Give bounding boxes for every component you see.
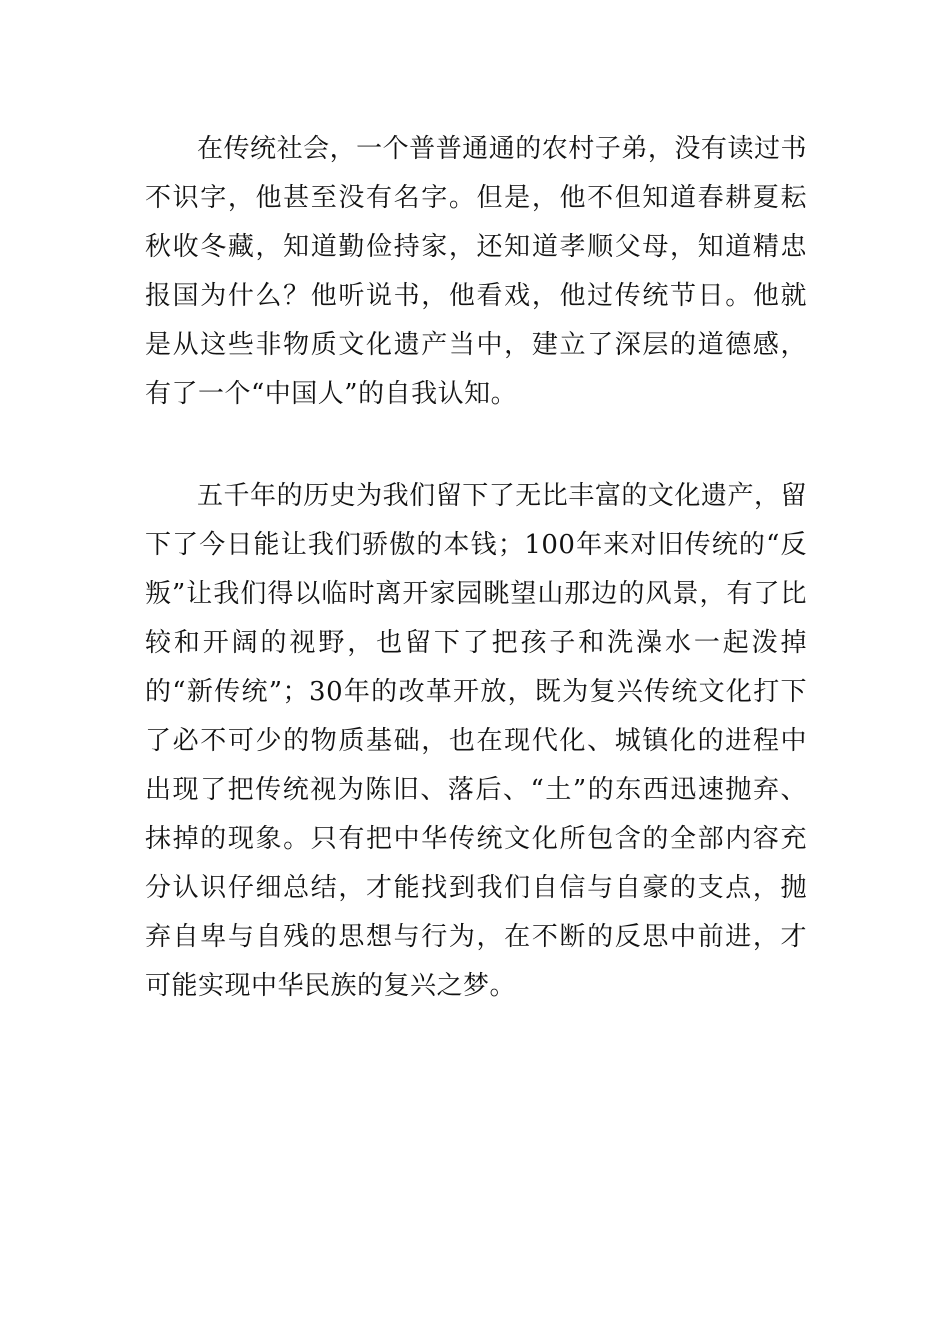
paragraph-2: 五千年的历史为我们留下了无比丰富的文化遗产，留下了今日能让我们骄傲的本钱；100年来对旧传统的“反叛”让我们得以临时离开家园眺望山那边的风景，有了比较和开阔的视野，也留下了把孩子和洗澡水一起泼掉的“新传统”；30年的改革开放，既为复兴传统文化打下了必不可少的物质基础，也在现代化、城镇化的进程中出现了把传统视为陈旧、落后、“土”的东西迅速抛弃、抹掉的现象。只有把中华传统文化所包含的全部内容充分认识仔细总结，才能找到我们自信与自豪的支点，抛弃自卑与自残的思想与行为，在不断的反思中前进，才可能实现中华民族的复兴之梦。 (145, 481, 807, 1001)
paragraph-1: 在传统社会，一个普普通通的农村子弟，没有读过书不识字，他甚至没有名字。但是，他不但知道春耕夏耘秋收冬藏，知道勤俭持家，还知道孝顺父母，知道精忠报国为什么？他听说书，他看戏，他过传统节日。他就是从这些非物质文化遗产当中，建立了深层的道德感，有了一个“中国人”的自我认知。 (145, 134, 807, 409)
